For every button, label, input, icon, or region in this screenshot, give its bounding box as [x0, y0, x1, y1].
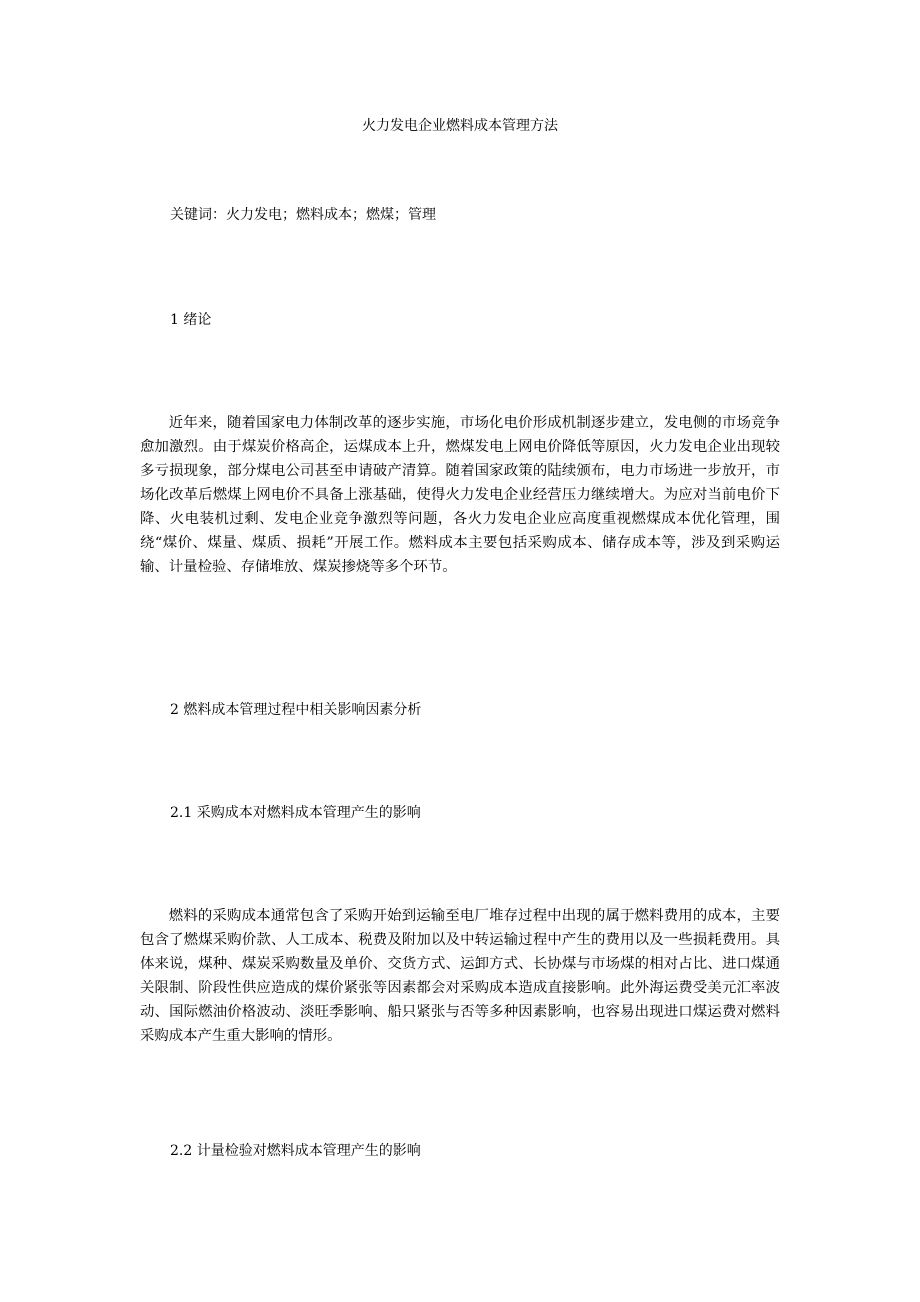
section-heading-2-2: 2.2 计量检验对燃料成本管理产生的影响 [170, 1143, 421, 1159]
document-title: 火力发电企业燃料成本管理方法 [362, 118, 558, 134]
keywords-line: 关键词：火力发电；燃料成本；燃煤；管理 [170, 207, 436, 223]
section-heading-1: 1 绪论 [170, 312, 212, 328]
section-paragraph-2-1: 燃料的采购成本通常包含了采购开始到运输至电厂堆存过程中出现的属于燃料费用的成本，主要包含了燃煤采购价款、人工成本、税费及附加以及中转运输过程中产生的费用以及一些损耗费用。具体来说，煤种、煤炭采购数量及单价、交货方式、运卸方式、长协煤与市场煤的相对占比、进口煤通关限制、阶段性供应造成的煤价紧张等因素都会对采购成本造成直接影响。此外海运费受美元汇率波动、国际燃油价格波动、淡旺季影响、船只紧张与否等多种因素影响，也容易出现进口煤运费对燃料采购成本产生重大影响的情形。 [140, 908, 780, 1044]
section-paragraph-1: 近年来，随着国家电力体制改革的逐步实施，市场化电价形成机制逐步建立，发电侧的市场竞争愈加激烈。由于煤炭价格高企，运煤成本上升，燃煤发电上网电价降低等原因，火力发电企业出现较多亏损现象，部分煤电公司甚至申请破产清算。随着国家政策的陆续颁布，电力市场进一步放开，市场化改革后燃煤上网电价不具备上涨基础，使得火力发电企业经营压力继续增大。为应对当前电价下降、火电装机过剩、发电企业竞争激烈等问题，各火力发电企业应高度重视燃煤成本优化管理，围绕“煤价、煤量、煤质、损耗”开展工作。燃料成本主要包括采购成本、储存成本等，涉及到采购运输、计量检验、存储堆放、煤炭掺烧等多个环节。 [140, 415, 780, 575]
section-heading-2: 2 燃料成本管理过程中相关影响因素分析 [170, 702, 422, 718]
section-heading-2-1: 2.1 采购成本对燃料成本管理产生的影响 [170, 805, 421, 821]
